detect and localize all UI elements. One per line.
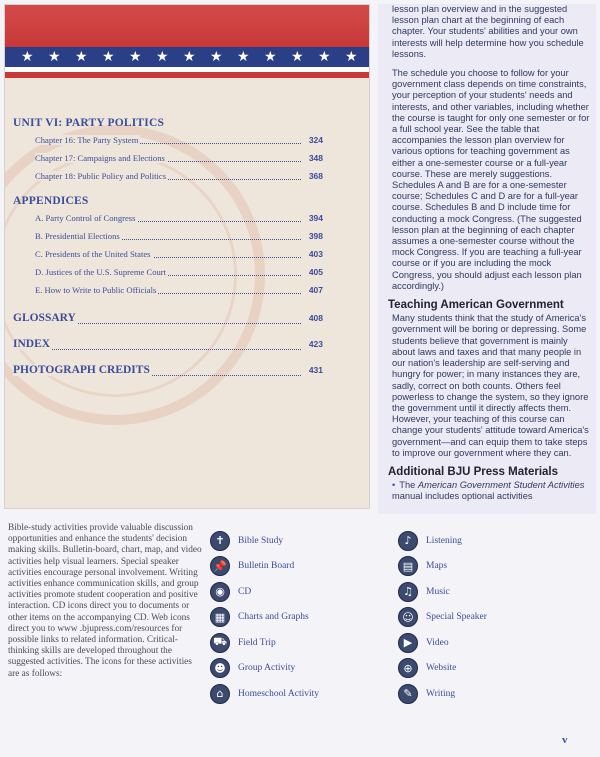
icon-label: Website: [426, 663, 457, 674]
icon-legend-item: [398, 528, 487, 554]
appendices-heading: APPENDICES: [13, 195, 89, 207]
index-row[interactable]: INDEX 423: [13, 333, 323, 355]
icon-legend-left: [210, 528, 319, 707]
icon-legend-item: [398, 579, 487, 605]
video-icon: ▶: [398, 633, 418, 653]
toc-row-page: 348: [307, 149, 323, 167]
icon-label: Homeschool Activity: [238, 688, 320, 699]
group-icon: ☻: [210, 658, 230, 678]
map-icon: ▤: [398, 556, 418, 576]
icon-legend-item: [398, 681, 487, 707]
toc-row-title: Chapter 17: Campaigns and Elections: [35, 153, 165, 163]
bus-icon: ⛟: [210, 633, 230, 653]
icon-legend-item: [210, 605, 319, 631]
music-icon: ♫: [398, 582, 418, 602]
bullet-icon: •: [392, 480, 396, 491]
toc-row-title: Chapter 16: The Party System: [35, 135, 139, 145]
page-number: v: [562, 734, 568, 746]
toc-row[interactable]: [13, 167, 323, 185]
paragraph-teaching: Many students think that the study of America's government will be boring or depressing. Some students believe that government is mainly about laws and taxes and that many people in our nation's leadership are self-serving and hungry for power; in many instances they are, sadly, correct on both counts. Others feel powerless to change the system, so they ignore the government until it directly affects them. However, your teaching of this course can change your students' attitude toward America's government—and can equip them to take steps to improve our government where they can.: [392, 313, 589, 458]
icon-legend-item: [398, 554, 487, 580]
table-of-contents: [13, 117, 323, 381]
icon-legend-item: [210, 681, 319, 707]
toc-row-title: C. Presidents of the United States: [35, 249, 151, 259]
glossary-row[interactable]: GLOSSARY 408: [13, 307, 323, 329]
icon-legend-item: [210, 579, 319, 605]
stars-icon: ★ ★ ★ ★ ★ ★ ★ ★ ★ ★ ★ ★ ★: [21, 49, 363, 65]
icon-label: Video: [426, 637, 449, 648]
star-band: [5, 47, 369, 67]
toc-row-title: A. Party Control of Congress: [35, 213, 136, 223]
icon-legend-right: [398, 528, 487, 707]
icon-legend-item: [210, 554, 319, 580]
bullet-item: • The American Government Student Activities manual includes optional activities: [392, 480, 585, 502]
pushpin-icon: 📌: [210, 556, 230, 576]
toc-row[interactable]: [13, 245, 323, 263]
toc-row-title: Chapter 18: Public Policy and Politics: [35, 171, 167, 181]
chart-icon: ▦: [210, 607, 230, 627]
icon-label: Charts and Graphs: [238, 612, 309, 623]
icon-label: Listening: [426, 535, 462, 546]
unit-heading: UNIT VI: PARTY POLITICS: [13, 117, 165, 129]
toc-row[interactable]: [13, 263, 323, 281]
icon-label: Music: [426, 586, 450, 597]
toc-row-page: 394: [307, 209, 323, 227]
toc-row-title: B. Presidential Elections: [35, 231, 120, 241]
icon-label: Special Speaker: [426, 612, 487, 623]
icon-legend-item: [398, 605, 487, 631]
toc-row-page: 407: [307, 281, 323, 299]
toc-panel: [4, 4, 370, 509]
icon-label: Maps: [426, 561, 448, 572]
speaker-icon: ☺: [398, 607, 418, 627]
right-column-text: [378, 4, 596, 514]
toc-row-page: 368: [307, 167, 323, 185]
toc-row-page: 405: [307, 263, 323, 281]
toc-row-page: 398: [307, 227, 323, 245]
icon-legend-item: [210, 630, 319, 656]
cd-icon: ◉: [210, 582, 230, 602]
paragraph-lesson-plan: lesson plan overview and in the suggested lesson plan chart at the beginning of each chapter. Your students' abilities and your own interests will help determine how you schedule lessons.: [392, 4, 584, 59]
icon-label: CD: [238, 586, 252, 597]
ear-icon: ♪: [398, 531, 418, 551]
bible-icon: ✝: [210, 531, 230, 551]
toc-row-page: 324: [307, 131, 323, 149]
toc-row[interactable]: [13, 131, 323, 149]
icon-label: Bulletin Board: [238, 561, 295, 572]
house-icon: ⌂: [210, 684, 230, 704]
icon-legend-item: [398, 656, 487, 682]
flag-red-stripe-2: [5, 72, 369, 78]
pencil-icon: ✎: [398, 684, 418, 704]
icon-label: Group Activity: [238, 663, 296, 674]
toc-row-title: D. Justices of the U.S. Supreme Court: [35, 267, 167, 277]
toc-row[interactable]: [13, 281, 323, 299]
toc-row[interactable]: [13, 209, 323, 227]
heading-teaching: Teaching American Government: [388, 299, 564, 312]
icon-label: Bible Study: [238, 535, 284, 546]
icon-description: Bible-study activities provide valuable discussion opportunities and enhance the students' decision making skills. Bulletin-board, chart, map, and video activities help visual learners. Special speaker activities encourage personal involvement. Writing activities enhance communication skills, and group activities promote student cooperation and positive interaction. CD icons direct you to documents or other items on the accompanying CD. Web icons direct you to www .bjupress.com/resources for possible links to related information. Critical-thinking skills are developed throughout the suggested activities. The icons for these activities are as follows:: [8, 523, 202, 679]
toc-row-title: E. How to Write to Public Officials: [35, 285, 157, 295]
paragraph-schedule: The schedule you choose to follow for your government class depends on time constraints, your perception of your students' needs and interests, and other variables, including whether the course is taught for only one semester or for a full school year. See the table that accompanies the lesson plan overview for various options for teaching government as either a one-semester course or a full-year course. These are merely suggestions. Schedules A and B are for a one-semester course; Schedules C and D are for a full-year course. Schedules B and D include time for conducting a mock Congress. (The suggested lesson plan at the beginning of each chapter assumes a one-semester course without the mock Congress. If you are teaching a full-year course or if you are including the mock Congress, you should adjust each lesson plan accordingly.): [392, 68, 590, 291]
icon-legend-item: [210, 528, 319, 554]
credits-row[interactable]: PHOTOGRAPH CREDITS 431: [13, 359, 323, 381]
icon-legend-item: [398, 630, 487, 656]
globe-icon: ⊕: [398, 658, 418, 678]
icon-label: Field Trip: [238, 637, 276, 648]
icon-legend-item: [210, 656, 319, 682]
icon-label: Writing: [426, 688, 456, 699]
toc-row[interactable]: [13, 149, 323, 167]
heading-additional: Additional BJU Press Materials: [388, 465, 558, 478]
toc-row[interactable]: [13, 227, 323, 245]
toc-row-page: 403: [307, 245, 323, 263]
flag-red-stripe: [5, 5, 369, 47]
